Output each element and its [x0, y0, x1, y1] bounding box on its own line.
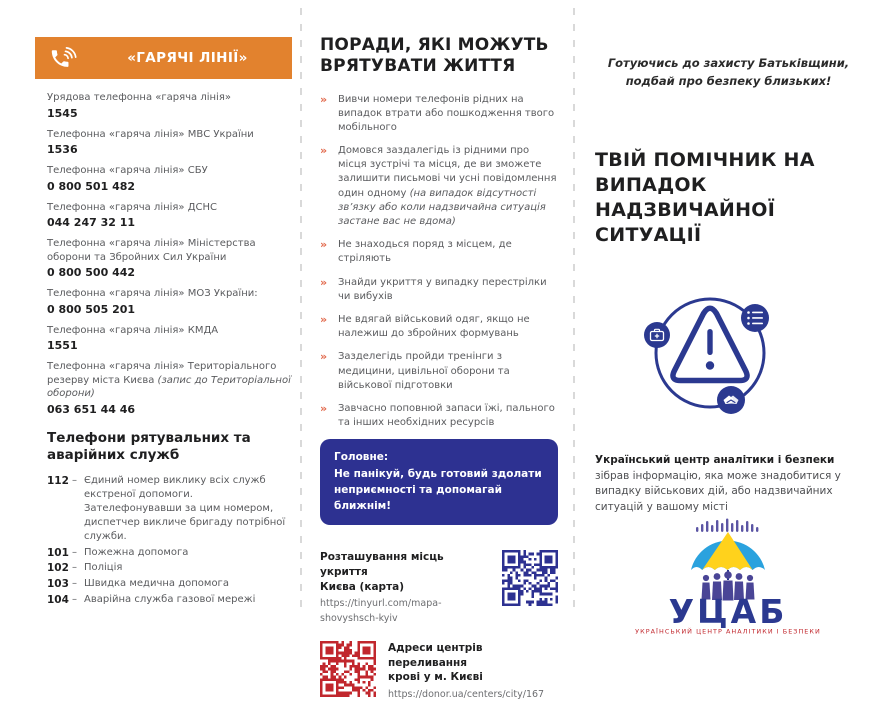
org-name: Український центр аналітики і безпеки	[595, 453, 835, 466]
callout-box	[320, 439, 558, 525]
hotline-item	[47, 128, 292, 157]
service-number: 102	[47, 562, 69, 575]
tip-item	[320, 313, 558, 341]
emergency-alert-illustration	[633, 281, 803, 431]
blood-centers-block	[320, 641, 558, 702]
panel-hotlines	[35, 37, 292, 609]
ucab-logo	[617, 518, 841, 636]
fold-divider-left	[300, 8, 302, 614]
chevron-bullet-icon: »	[320, 144, 328, 158]
cover-title: ТВІЙ ПОМІЧНИК НА ВИПАДОК НАДЗВИЧАЙНОЇ СИТУАЦІЇ	[595, 148, 815, 246]
tip-item	[320, 93, 558, 136]
tip-text: Домовся заздалегідь із рідними про місця зустрічі та місця, де ви зможете залишити письмові чи усні повідомлення один одному (на випадок відсутності зв’язку або коли надзвичайна ситуація застане вас не вдома)	[338, 145, 557, 227]
shelter-map-qr-code	[502, 550, 558, 606]
hotline-label: Телефонна «гаряча лінія» Територіального резерву міста Києва (запис до Територіальної оборони)	[47, 361, 291, 399]
hotline-number: 1545	[47, 106, 78, 120]
chevron-bullet-icon: »	[320, 350, 328, 364]
hotline-number: 0 800 501 482	[47, 179, 136, 193]
hotline-label: Урядова телефонна «гаряча лінія»	[47, 92, 231, 103]
service-description: Пожежна допомога	[84, 546, 189, 558]
handshake-icon	[717, 386, 745, 414]
service-description: Єдиний номер виклику всіх служб екстреної допомоги. Зателефонувавши за цим номером, диспетчер викличе бригаду потрібної служби.	[84, 474, 286, 543]
chevron-bullet-icon: »	[320, 401, 328, 415]
shelter-map-title: Розташування місць укриття Києва (карта)	[320, 551, 444, 593]
blood-centers-qr-code	[320, 641, 376, 697]
hotline-number: 063 651 44 46	[47, 402, 136, 416]
tip-item	[320, 402, 558, 430]
hotline-item	[47, 360, 292, 416]
service-number: 104	[47, 594, 69, 607]
panel-tips	[320, 35, 558, 702]
service-item: 102 – Поліція	[47, 561, 292, 576]
tip-text: Зазделегідь пройди тренінги з медицини, цивільної оборони та військової підготовки	[338, 351, 510, 391]
tips-title: ПОРАДИ, ЯКІ МОЖУТЬ ВРЯТУВАТИ ЖИТТЯ	[320, 35, 549, 77]
chevron-bullet-icon: »	[320, 92, 328, 106]
service-item: 112 – Єдиний номер виклику всіх служб екстреної допомоги. Зателефонувавши за цим номером, диспетчер викличе бригаду потрібної служби.	[47, 474, 292, 545]
tip-text: Не знаходься поряд з місцем, де стріляють	[338, 239, 512, 265]
service-item: 104 – Аварійна служба газової мережі	[47, 593, 292, 608]
blood-centers-title: Адреси центрів переливання крові у м. Києві	[388, 641, 483, 684]
hotline-item	[47, 164, 292, 193]
service-number: 101	[47, 546, 69, 559]
chevron-bullet-icon: »	[320, 312, 328, 326]
hotline-item	[47, 91, 292, 120]
hotline-number: 1551	[47, 339, 78, 352]
hotline-label: Телефонна «гаряча лінія» МВС України	[47, 128, 254, 140]
service-item: 101 – Пожежна допомога	[47, 546, 292, 561]
logo-acronym: УЦАБ	[668, 591, 787, 631]
hotline-label: Телефонна «гаряча лінія» МОЗ України:	[47, 288, 258, 299]
services-heading: Телефони рятувальних та аварійних служб	[47, 429, 251, 464]
hotline-item	[47, 237, 292, 279]
hotline-number: 044 247 32 11	[47, 216, 136, 229]
callout-title: Головне:	[334, 451, 389, 464]
logo-bars	[696, 518, 758, 532]
tip-item	[320, 238, 558, 266]
tip-item	[320, 276, 558, 304]
panel-cover	[595, 37, 862, 636]
service-number: 112	[47, 474, 69, 487]
service-description: Аварійна служба газової мережі	[84, 594, 256, 606]
hotline-number: 0 800 500 442	[47, 266, 136, 279]
logo-tagline: УКРАЇНСЬКИЙ ЦЕНТР АНАЛІТИКИ І БЕЗПЕКИ	[634, 627, 821, 636]
tips-list	[320, 93, 558, 431]
chevron-bullet-icon: »	[320, 238, 328, 252]
callout-body: Не панікуй, будь готовий здолати неприємності та допомагай ближнім!	[334, 467, 542, 513]
hotlines-header	[35, 37, 292, 79]
hotlines-title: «ГАРЯЧІ ЛІНІЇ»	[127, 50, 248, 66]
first-aid-kit-icon	[644, 322, 670, 348]
tip-text: Завчасно поповнюй запаси їжі, пального та інших необхідних ресурсів	[338, 402, 555, 429]
hotline-label: Телефонна «гаряча лінія» КМДА	[47, 324, 219, 336]
about-text: Український центр аналітики і безпеки зібрав інформацію, яка може знадобитися у випадку військових дій, або надзвичайних ситуацій у вашому місті	[595, 453, 841, 514]
tip-text: Знайди укриття у випадку перестрілки чи вибухів	[338, 276, 547, 302]
service-description: Поліція	[84, 562, 123, 574]
shelter-map-block	[320, 550, 558, 626]
service-description: Швидка медична допомога	[84, 578, 229, 590]
hotline-item	[47, 287, 292, 316]
tip-text: Не вдягай військовий одяг, якщо не належиш до збройних формувань	[338, 313, 530, 340]
hotline-number: 0 800 505 201	[47, 302, 136, 316]
hotline-item	[47, 324, 292, 353]
blood-centers-link[interactable]: https://donor.ua/centers/city/167	[388, 688, 545, 700]
hotline-label: Телефонна «гаряча лінія» Міністерства оборони та Збройних Сил України	[47, 238, 256, 263]
service-item: 103 – Швидка медична допомога	[47, 577, 292, 592]
warning-triangle-icon	[673, 308, 747, 380]
cover-motto: Готуючись до захисту Батьківщини, подбай про безпеку близьких!	[607, 56, 850, 88]
tip-item	[320, 350, 558, 393]
hotline-item	[47, 201, 292, 230]
phone-ringing-icon	[49, 44, 79, 72]
service-number: 103	[47, 578, 69, 591]
fold-divider-right	[573, 8, 575, 614]
chevron-bullet-icon: »	[320, 275, 328, 289]
hotline-label: Телефонна «гаряча лінія» СБУ	[47, 165, 208, 176]
tip-text: Вивчи номери телефонів рідних на випадок втрати або пошкодження твого мобільного	[338, 93, 555, 133]
shelter-map-link[interactable]: https://tinyurl.com/mapa- shovyshsch-kyiv	[320, 598, 442, 624]
hotline-list	[47, 91, 292, 416]
checklist-icon	[741, 304, 769, 332]
hotline-number: 1536	[47, 143, 78, 156]
tip-item	[320, 144, 558, 229]
emergency-services-list	[47, 474, 292, 609]
hotline-label: Телефонна «гаряча лінія» ДСНС	[47, 201, 218, 213]
